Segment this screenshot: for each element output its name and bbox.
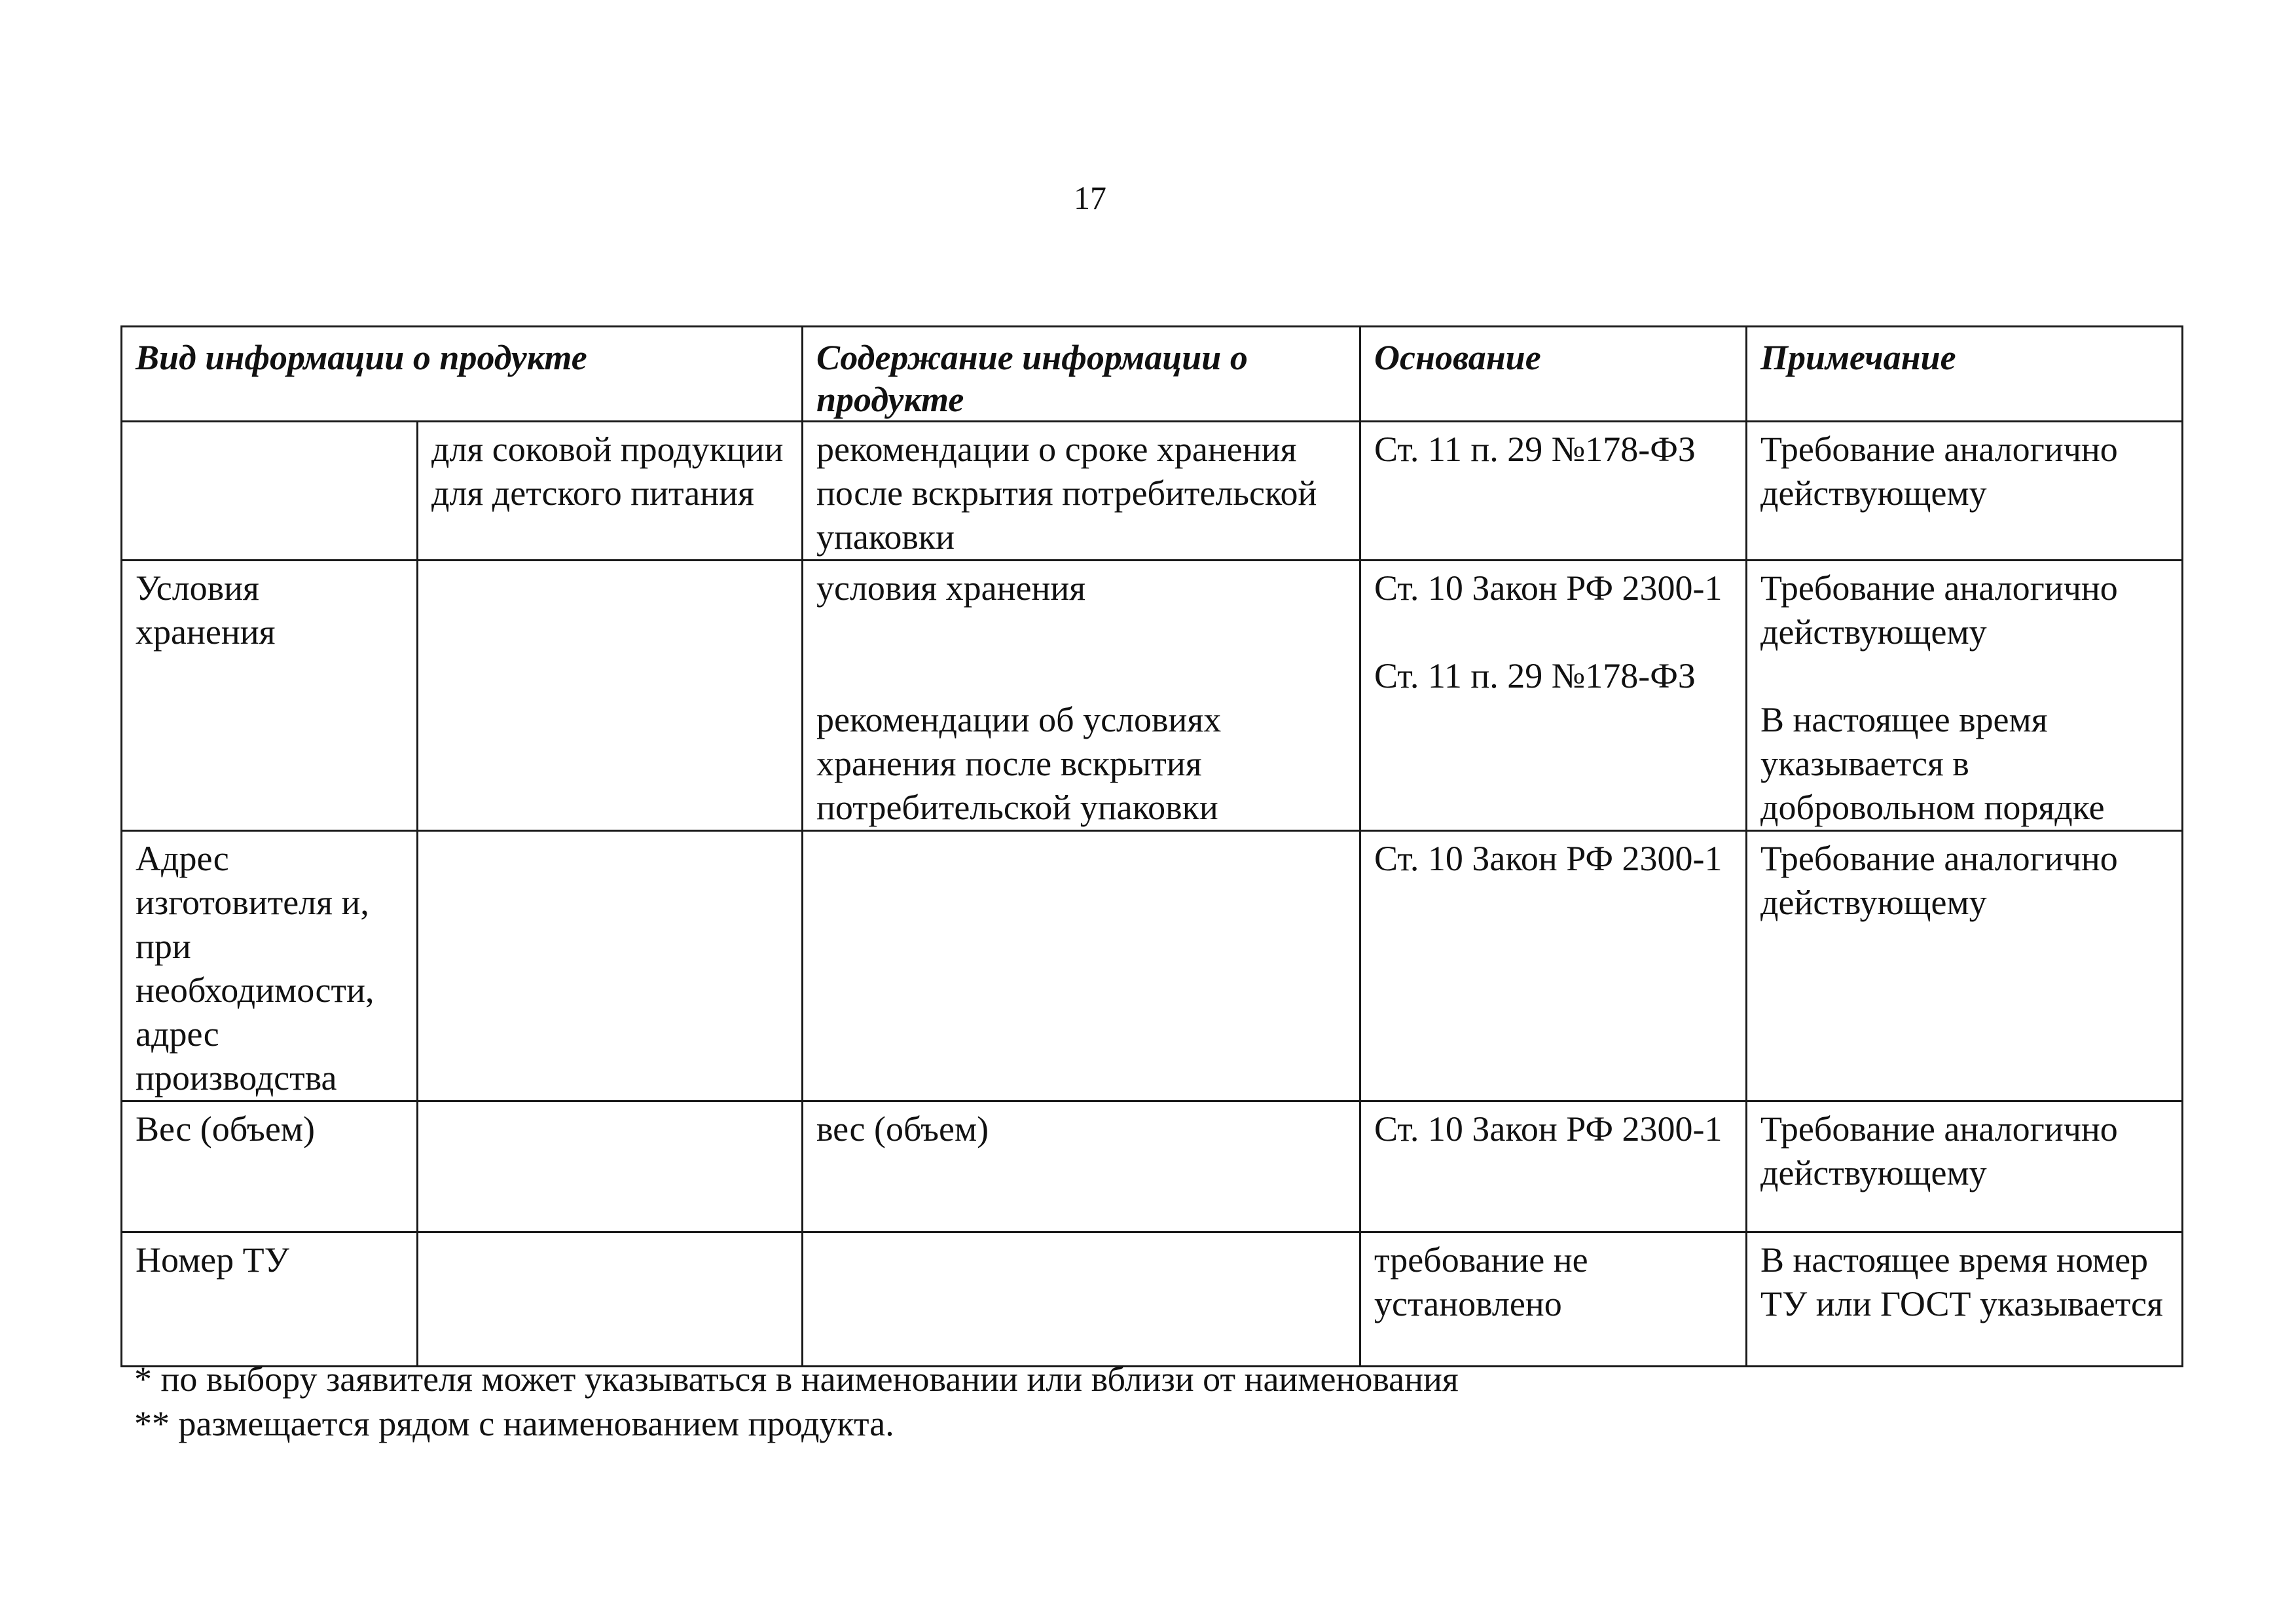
cell-type: Вес (объем) [122, 1101, 418, 1232]
cell-type: Условия хранения [122, 561, 418, 831]
table-header-row [122, 327, 2183, 422]
note-text-secondary: В настоящее время указывается в добровольном порядке [1760, 700, 2105, 827]
content-text-secondary: рекомендации об условиях хранения после вскрытия потребительской упаковки [816, 700, 1222, 827]
cell-type: Номер ТУ [122, 1232, 418, 1367]
footnote-2: ** размещается рядом с наименованием продукта. [134, 1404, 894, 1443]
cell-note: Требование аналогично действующему [1747, 422, 2183, 561]
cell-basis: Ст. 10 Закон РФ 2300-1 [1360, 1101, 1747, 1232]
basis-text: Ст. 10 Закон РФ 2300-1 [1374, 568, 1722, 608]
cell-basis: требование не установлено [1360, 1232, 1747, 1367]
header-info-content: Содержание информации о продукте [803, 327, 1360, 422]
header-info-type: Вид информации о продукте [122, 327, 803, 422]
cell-note: Требование аналогично действующему [1747, 831, 2183, 1101]
cell-type [122, 422, 418, 561]
table-row [122, 1101, 2183, 1232]
header-basis: Основание [1360, 327, 1747, 422]
footnote-1: * по выбору заявителя может указываться в наименовании или вблизи от наименования [134, 1359, 1459, 1399]
cell-note [1747, 561, 2183, 831]
cell-content [803, 1232, 1360, 1367]
table-row [122, 422, 2183, 561]
cell-content: рекомендации о сроке хранения после вскрытия потребительской упаковки [803, 422, 1360, 561]
cell-note: В настоящее время номер ТУ или ГОСТ указывается [1747, 1232, 2183, 1367]
note-text: Требование аналогично действующему [1760, 568, 2118, 652]
content-text: условия хранения [816, 568, 1086, 608]
cell-type: Адрес изготовителя и, при необходимости, адрес производства [122, 831, 418, 1101]
table-row [122, 1232, 2183, 1367]
footnotes [134, 1357, 1459, 1446]
cell-subtype: для соковой продукции для детского питания [418, 422, 803, 561]
cell-content: вес (объем) [803, 1101, 1360, 1232]
basis-text-secondary: Ст. 11 п. 29 №178-ФЗ [1374, 656, 1696, 695]
cell-basis: Ст. 11 п. 29 №178-ФЗ [1360, 422, 1747, 561]
header-note: Примечание [1747, 327, 2183, 422]
cell-note: Требование аналогично действующему [1747, 1101, 2183, 1232]
cell-subtype [418, 1232, 803, 1367]
page-number: 17 [1074, 179, 1106, 216]
cell-subtype [418, 831, 803, 1101]
table-row [122, 831, 2183, 1101]
product-info-table [120, 325, 2183, 1367]
cell-basis: Ст. 10 Закон РФ 2300-1 [1360, 831, 1747, 1101]
cell-content [803, 561, 1360, 831]
cell-subtype [418, 561, 803, 831]
cell-subtype [418, 1101, 803, 1232]
cell-content [803, 831, 1360, 1101]
table-row [122, 561, 2183, 831]
cell-basis [1360, 561, 1747, 831]
